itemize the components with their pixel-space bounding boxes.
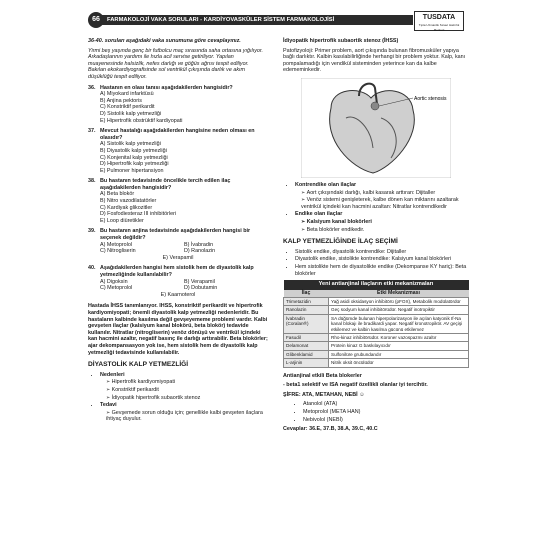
option: D) Sistolik kalp yetmezliği [100, 110, 162, 117]
question-36-options [100, 91, 268, 124]
option: B) İvabradin [184, 241, 214, 248]
right-column [283, 38, 469, 436]
option: B) Nitro vazodilatatörler [100, 198, 157, 205]
indicated-list [283, 211, 469, 218]
list-item: • Nedenleri [100, 372, 268, 379]
option: D) Hipertrofik kalp yetmezliği [100, 161, 169, 168]
list-item: • Sistolik endike, diyastolik kontrendike: Dijitaller [295, 249, 469, 256]
option: E) Hipertrofik obstrüktif kardiyopati [100, 117, 183, 124]
list-item: ➢ Konstriktif perikardit [106, 387, 268, 394]
logo-text: TUSDATA [422, 14, 456, 21]
case-intro: 36-40. soruları aşağıdaki vaka sunumuna göre cevaplayınız. [88, 38, 241, 44]
list-item: • Kontrendike olan ilaçlar [295, 182, 469, 189]
option: D) Ranolazin [184, 248, 216, 255]
list-item: • Diyastolik endike, sistolikte kontrendike: Kalsiyum kanal blokörleri [295, 256, 469, 263]
page-header [88, 12, 463, 32]
causes-list [88, 379, 268, 401]
option: A) Digoksin [100, 278, 128, 285]
ihss-title: İdiyopatik hipertrofik subaortik stenoz (İHSS) [283, 38, 399, 44]
left-column [88, 38, 268, 424]
option: C) Konstriktif perikardit [100, 104, 155, 111]
beta-blocker-text: - beta1 selektif ve ISA negatif özellikli olanlar iyi tercihtir. [283, 382, 428, 389]
list-item: ➢ Venöz sistemi genişleterek, kalbe dönen kan miktarını azaltarak ventrikül içindeki kan hacmini azaltan: Nitratlar kontrendikedir [301, 197, 469, 210]
table-header: İlaç [284, 290, 329, 298]
question-39-options [100, 242, 268, 255]
antianginal-table [283, 280, 469, 367]
table-row: Fasudil Rho-kinaz inhibitörüdür. Koroner vazospazmı azaltır [284, 333, 469, 341]
option: B) Anjina pektoris [100, 97, 142, 104]
contraindicated-items [283, 190, 469, 211]
option: A) Miyokard infarktüsü [100, 91, 154, 98]
list-item: • Metoprolol (META HAN) [303, 409, 469, 416]
list-item: • Hem sistolikte hem de diyastolikte endike (Dekompanse KY hariç): Beta blokörler [295, 264, 469, 277]
header-title: FARMAKOLOJİ VAKA SORULARI - KARDİYOVASKÜLER SİSTEM FARMAKOLOJİSİ [102, 15, 413, 25]
question-39: 39. Bu hastanın anjina tedavisinde aşağıdakilerden hangisi bir seçenek değildir? [88, 228, 251, 242]
table-row: Glibenklamid Sulfonilüre grubundandır [284, 350, 469, 358]
list-item: • Tedavi [100, 402, 268, 409]
figure-label: Aortic stenosis [414, 95, 447, 102]
explanation: Hastada İHSS tanımlanıyor. IHSS, konstriktif perikardit ve hipertrofik kardiyomiyopati; önemli diyastolik kalp yetmezliği nedenleridir. Bu hastaların kalbinde kasılma değil gevşeyememe problemi vardır. Kalbi gevşeten ilaçlar (kalsiyum kanal blokörü, beta blokör) tedavide kullanılır. Nitratlar (nitrogliserin) venöz dönüşü ve ventrikül içindeki kan hacmini azaltır, negatif basınç ile darlığı arttırabilir. Beta blokörler; ajar dekompansasyon yok ise, hem sistolik hem de diyastolik kalp yetmezliği tedavisinde kullanılabilir. [88, 303, 268, 356]
question-38-options [100, 191, 268, 224]
answer-key: Cevaplar: 36.E, 37.B, 38.A, 39.C, 40.C [283, 426, 378, 433]
option: B) Verapamil [184, 278, 215, 285]
option: A) Metoprolol [100, 241, 133, 248]
publisher-logo [414, 11, 464, 31]
option: B) Diyastolik kalp yetmezliği [100, 147, 167, 154]
list-item: ➢ Hipertrofik kardiyomiyopati [106, 379, 268, 386]
treatment-heading [88, 402, 268, 409]
diastolic-list [88, 372, 268, 379]
list-item: ➢ Aort çıkışındaki darlığı, kalbi kasarak arttıran: Dijitaller [301, 190, 469, 197]
case-text: Yirmi beş yaşında genç bir futbolcu maç sırasında saha ortasına yığılıyor. Arkadaşlarının yardımı ile hızla acil servise getiriliyor. Yapılan muayenesinde halsizlik, nefes darlığı ve göğüs ağrısı tespit ediliyor. Bakılan ekokardiyografisinde sol ventrikül çıkışında darlık ve akım düşüklüğü tespit ediliyor. [88, 47, 263, 80]
option: C) Metoprolol [100, 285, 133, 292]
option: C) Konjenital kalp yetmezliği [100, 154, 168, 161]
question-40-options [100, 279, 268, 292]
contraindicated-list [283, 182, 469, 189]
list-item: ➢ İdiyopatik hipertrofik subaortik stenoz [106, 395, 268, 402]
question-38: 38. Bu hastanın tedavisinde öncelikle tercih edilen ilaç aşağıdakilerden hangisidir? [88, 178, 231, 191]
indicated-items [283, 219, 469, 233]
logo-subtext: Tıpta Uzmanlık Sınavı Hazırlık Merkezi [418, 23, 460, 32]
table-caption: Yeni antianjinal ilaçların etki mekanizmaları [284, 280, 469, 289]
question-40: 40. Aşağıdakilerden hangisi hem sistolik hem de diyastolik kalp yetmezliğinde kullanılabilir? [88, 265, 254, 278]
list-item: • Atanolol (ATA) [303, 401, 469, 408]
beta-blocker-title: Antianjinal etkili Beta blokerler [283, 372, 362, 379]
table-row: Ranolazin Geç sodyum kanal inhibitörüdür. Negatif inotropiktir [284, 306, 469, 314]
stenosis-marker [371, 102, 379, 110]
list-item: ➢ Beta blokörler endikedir. [301, 227, 469, 234]
table-row: İvabradin (Coralan®) SA düğümde bulunan hiperpolarizasyon ile açılan katyonik If-Na kanal blokajı ile bradikardi yapar. Negatif kronotropiktir. AV geçişi etkilemez ve kalbin kasılma gücünü etkilemez [284, 314, 469, 333]
option: E) Kaarnoterol [160, 291, 196, 298]
drug-selection-title: KALP YETMEZLİĞİNDE İLAÇ SEÇİMİ [283, 238, 398, 246]
option: A) Beta blokör [100, 191, 135, 198]
option: E) Pulmoner hipertansiyon [100, 167, 164, 174]
option: C) Nitrogliserin [100, 248, 136, 255]
treatment-list [88, 410, 268, 423]
option: E) Loop diüretikler [100, 217, 144, 224]
question-37: 37. Mevcut hastalığı aşağıdakilerden hangisine neden olması en olasıdır? [88, 128, 255, 141]
table-row: Delamonat Protein kinaz G baskılayıcıdır [284, 342, 469, 350]
list-item: • Endike olan ilaçlar [295, 211, 469, 218]
list-item: ➢ Kalsiyum kanal blokörleri [301, 219, 469, 226]
ihss-text: Patofizyoloji: Primer problem, aort çıkışında bulunan fibromusküler yapıya bağlı darlıktır. Kalbin kasılabilirliğinde herhangi bir problem yoktur. Kalp, kanı pompalamadığı için vendikül sisteminden yeterince kan da kalbe edememinkedir. [283, 47, 466, 74]
option: E) Verapamil [162, 254, 194, 261]
option: D) Fosfodiesteraz III inhibitörleri [100, 211, 177, 218]
heart-diagram [301, 78, 451, 178]
table-row: L-arjinin Nitrik oksit öncülüdür [284, 359, 469, 367]
page-number: 66 [88, 12, 104, 28]
option: A) Sistolik kalp yetmezliği [100, 141, 161, 148]
mnemonic-label: ŞİFRE: ATA, METAHAN, NEBİ ☺ [283, 391, 365, 398]
drug-selection-list [283, 249, 469, 277]
question-37-options [100, 141, 268, 174]
option: D) Dobutamin [184, 285, 218, 292]
table-row: Trimetazidin Yağ asidi oksidasyon inhibitörü (pFOX), Metabolik modülatördür [284, 297, 469, 305]
question-36: 36. Hastanın en olası tanısı aşağıdakilerden hangisidir? [88, 84, 233, 91]
smiley-icon: ☺ [359, 391, 365, 398]
section-title: DİYASTOLİK KALP YETMEZLİĞİ [88, 361, 189, 369]
table-header: Etki Mekanizması [329, 290, 469, 298]
option: C) Kardiyak glikozitler [100, 204, 153, 211]
list-item: • Nebivolol (NEBİ) [303, 417, 469, 424]
mnemonic-list [283, 401, 469, 423]
list-item: ➢ Gevşemede sorun olduğu için; genellikle kalbi gevşeten ilaçlara ihtiyaç duyulur. [106, 410, 268, 423]
